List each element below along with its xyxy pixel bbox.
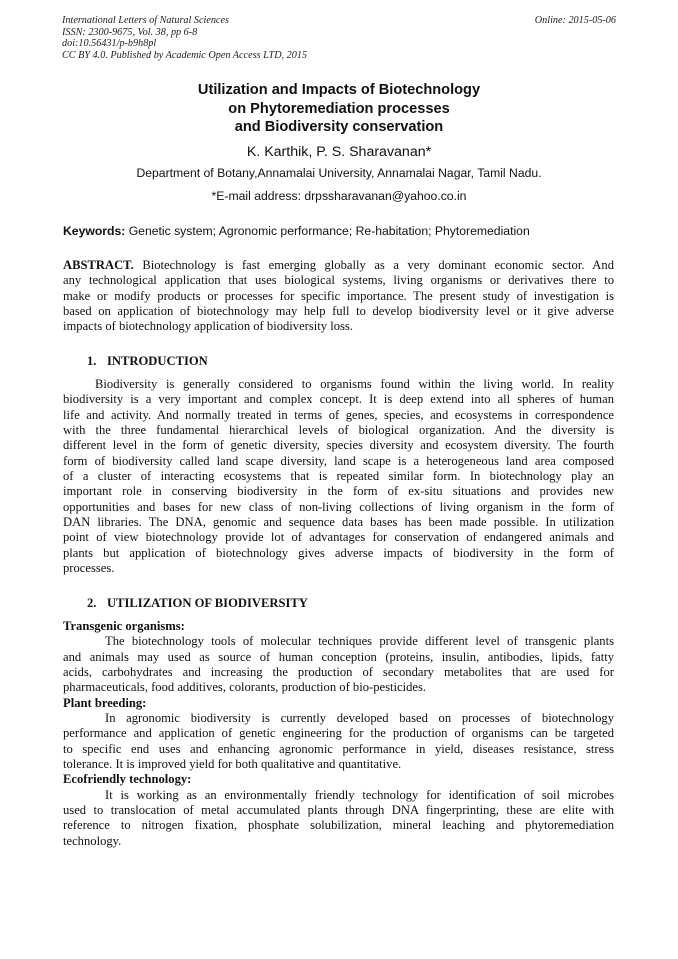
intro-line: DAN libraries. The DNA, genomic and sequence data bases has been made possible. In utilization <box>63 515 614 530</box>
abstract-line: any technological application that uses biological systems, living organisms or derivatives there to <box>63 273 614 288</box>
keywords-label: Keywords: <box>63 224 126 238</box>
subheading-ecofriendly: Ecofriendly technology: <box>63 772 192 787</box>
title-line-3: and Biodiversity conservation <box>234 119 444 136</box>
abstract-line: ABSTRACT. Biotechnology is fast emerging globally as a very dominant economic sector. And <box>63 258 614 272</box>
abstract-label: ABSTRACT. <box>63 258 134 272</box>
intro-line: with the three fundamental hierarchical levels of biological organization. And the diversity is <box>63 423 614 438</box>
intro-line: Biodiversity is generally considered to organisms found within the living world. In reality <box>95 377 614 391</box>
email-address: *E-mail address: drpssharavanan@yahoo.co.in <box>211 189 467 203</box>
title-line-2: on Phytoremediation processes <box>228 100 450 117</box>
breeding-line: In agronomic biodiversity is currently developed based on processes of biotechnology <box>105 711 614 726</box>
breeding-line: performance and application of genetic engineering for the production of organisms can be targeted <box>63 726 614 741</box>
authors: K. Karthik, P. S. Sharavanan* <box>246 144 432 160</box>
section-2-heading <box>87 596 308 611</box>
breeding-line: to specific end uses and enhancing agronomic performance in yield, diseases resistance, stress <box>63 741 614 756</box>
abstract-line: impacts of biotechnology application of biodiversity loss. <box>63 319 353 334</box>
utilization-body <box>63 619 614 849</box>
section-1-title: INTRODUCTION <box>107 354 208 368</box>
affiliation: Department of Botany,Annamalai University, Annamalai Nagar, Tamil Nadu. <box>136 166 542 180</box>
transgenic-line: pharmaceuticals, food additives, colorants, production of bio-pesticides. <box>63 680 427 695</box>
ecofriendly-line: used to translocation of metal accumulated plants through DNA fingerprinting, these are elite with <box>63 803 614 818</box>
transgenic-line: and animals may used as source of human conception (proteins, insulin, antibodies, lipids, fatty <box>63 649 614 664</box>
journal-license: CC BY 4.0. Published by Academic Open Access LTD, 2015 <box>62 49 308 61</box>
keywords <box>63 224 530 239</box>
section-1-heading <box>87 354 208 369</box>
transgenic-line: acids, carbohydrates and increasing the production of secondary metabolites that are used for <box>63 665 614 680</box>
journal-meta <box>62 15 307 61</box>
abstract-line: based on application of biotechnology may help full to develop biodiversity level or it give adverse <box>63 304 614 319</box>
section-1-number: 1. <box>87 354 97 368</box>
subheading-plant-breeding: Plant breeding: <box>63 695 147 710</box>
intro-line: life and activity. And normally treated in terms of genes, species, and ecosystems in correspondence <box>63 407 614 422</box>
title-line-1: Utilization and Impacts of Biotechnology <box>197 82 481 98</box>
intro-line: biodiversity is a very important and complex concept. It is deep extend into all spheres of human <box>63 392 614 407</box>
ecofriendly-line: reference to nitrogen fixation, phosphate solubilization, mineral leaching and phytoremediation <box>63 818 614 833</box>
intro-line: opportunities and bases for new class of non-living collections of living organism in the form of <box>63 499 614 514</box>
transgenic-line: The biotechnology tools of molecular techniques provide different level of transgenic plants <box>105 634 614 649</box>
breeding-line: tolerance. It is improved yield for both qualitative and quantitative. <box>63 757 402 772</box>
intro-line: different level in the form of genetic diversity, species diversity and ecosystem diversity. The fourth <box>63 438 614 453</box>
subheading-transgenic: Transgenic organisms: <box>63 619 185 633</box>
intro-line: point of view biotechnology provide lot of advantages for conservation of endangered animals and <box>63 530 614 545</box>
intro-line: plants but application of biotechnology gives adverse impacts of biodiversity in the form of <box>63 545 614 560</box>
section-2-title: UTILIZATION OF BIODIVERSITY <box>107 596 308 610</box>
abstract <box>63 258 614 335</box>
journal-name: International Letters of Natural Sciences <box>62 15 229 26</box>
intro-line: important role in conserving biodiversity in the form of ex-situ situations and provides new <box>63 484 614 499</box>
keywords-text: Genetic system; Agronomic performance; Re-habitation; Phytoremediation <box>125 224 530 238</box>
journal-doi: doi:10.56431/p-b9h8pl <box>62 38 157 50</box>
section-2-number: 2. <box>87 596 97 610</box>
ecofriendly-line: It is working as an environmentally friendly technology for identification of soil microbes <box>105 787 614 802</box>
paper-title <box>0 81 678 137</box>
intro-line: form of biodiversity called land scape diversity, land scape is a heterogeneous land area composed <box>63 453 614 468</box>
journal-issn: ISSN: 2300-9675, Vol. 38, pp 6-8 <box>62 26 198 38</box>
ecofriendly-line: technology. <box>63 833 122 848</box>
abstract-line: make or modify products or processes for specific importance. The present study of investigation is <box>63 288 614 303</box>
online-date: Online: 2015-05-06 <box>534 15 616 26</box>
intro-line: of a cluster of interacting ecosystems that is repeated similar form. In biotechnology play an <box>63 469 614 484</box>
intro-line: processes. <box>63 561 115 576</box>
introduction-body <box>63 377 614 576</box>
